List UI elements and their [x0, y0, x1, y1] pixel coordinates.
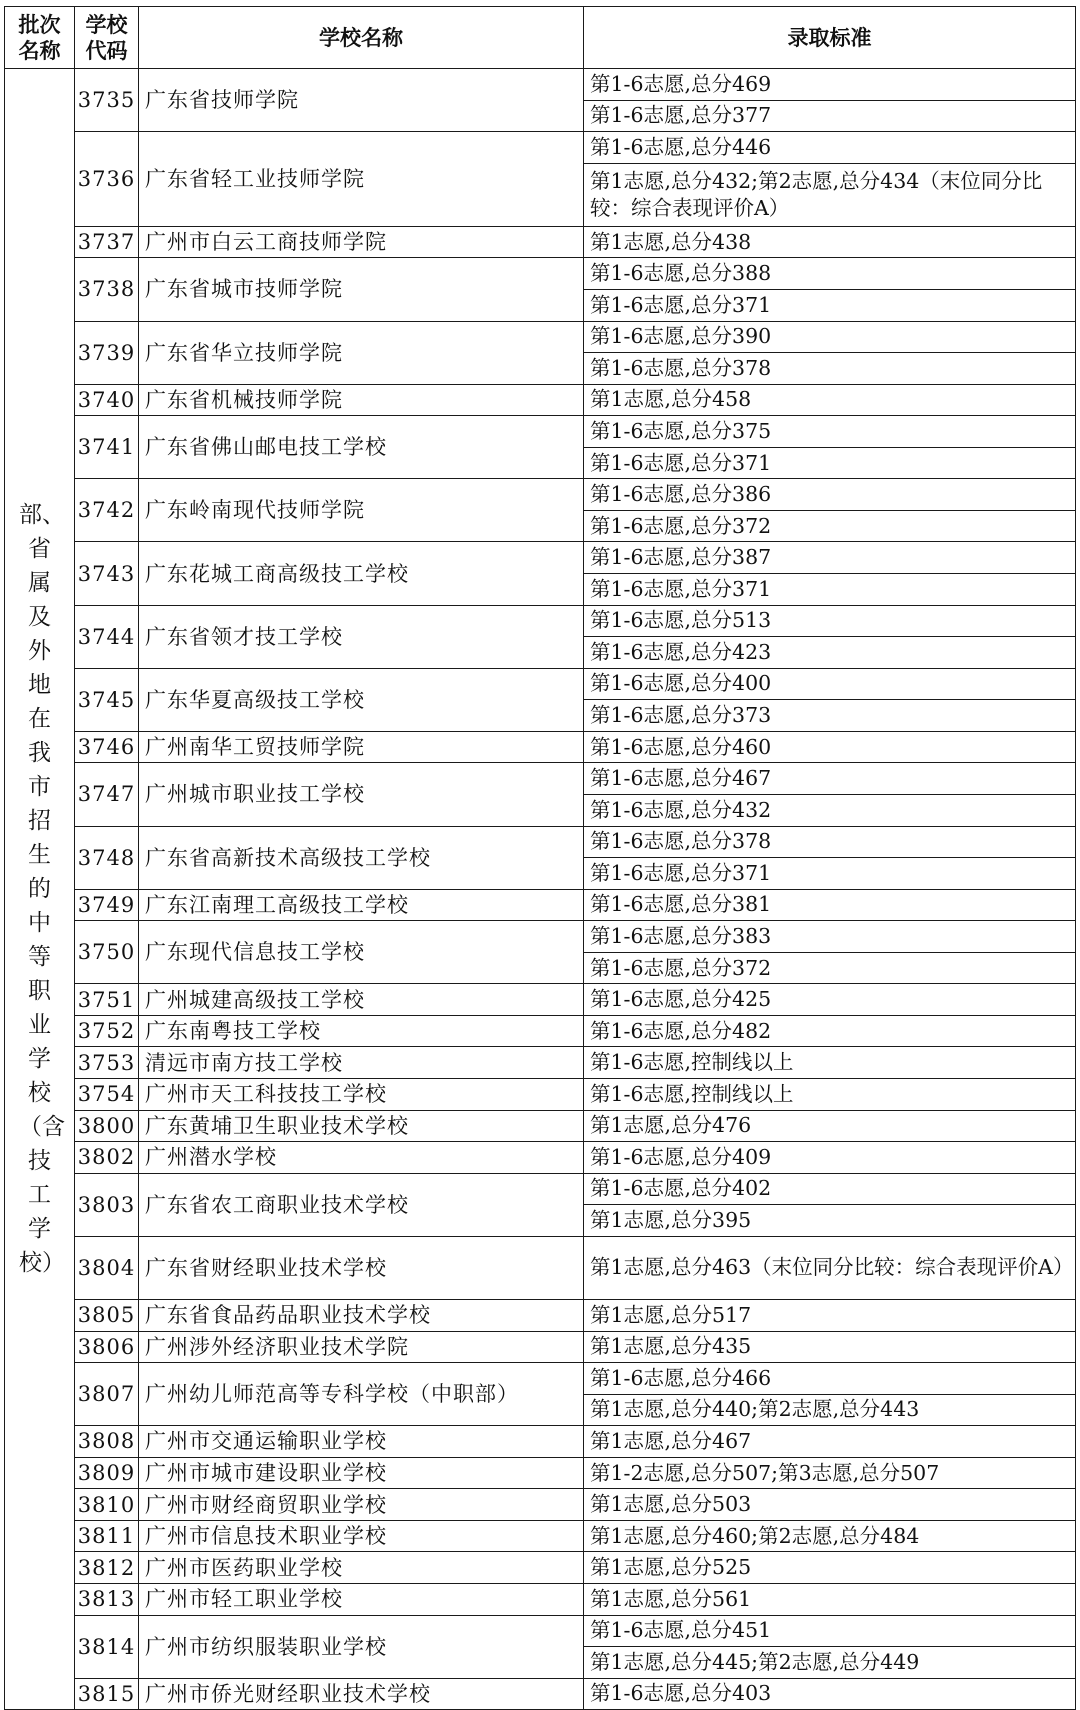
school-code-cell: 3809 — [75, 1457, 139, 1489]
table-row — [5, 384, 1076, 416]
table-row — [5, 605, 1076, 637]
school-code-cell: 3737 — [75, 226, 139, 258]
admission-standard-cell: 第1志愿,总分467 — [584, 1426, 1076, 1458]
admission-standard-cell: 第1志愿,总分435 — [584, 1331, 1076, 1363]
admission-standard-cell: 第1-6志愿,总分371 — [584, 289, 1076, 321]
school-name-cell: 广州南华工贸技师学院 — [139, 731, 584, 763]
school-code-cell: 3810 — [75, 1489, 139, 1521]
table-row — [5, 763, 1076, 795]
admission-standard-cell: 第1-6志愿,总分377 — [584, 100, 1076, 132]
admission-standard-cell: 第1志愿,总分438 — [584, 226, 1076, 258]
school-name-cell: 广东省轻工业技师学院 — [139, 132, 584, 227]
school-name-cell: 清远市南方技工学校 — [139, 1047, 584, 1079]
header-school-code: 学校代码 — [75, 7, 139, 69]
admission-standard-cell: 第1志愿,总分503 — [584, 1489, 1076, 1521]
admission-standard-cell: 第1-6志愿,总分513 — [584, 605, 1076, 637]
table-row — [5, 1110, 1076, 1142]
admission-standard-cell: 第1-6志愿,总分467 — [584, 763, 1076, 795]
school-code-cell: 3808 — [75, 1426, 139, 1458]
school-code-cell: 3735 — [75, 69, 139, 132]
admission-standard-cell: 第1-6志愿,总分425 — [584, 984, 1076, 1016]
school-code-cell: 3806 — [75, 1331, 139, 1363]
table-row — [5, 1015, 1076, 1047]
table-row — [5, 1331, 1076, 1363]
header-batch-name: 批次名称 — [5, 7, 75, 69]
header-school-name: 学校名称 — [139, 7, 584, 69]
school-name-cell: 广州幼儿师范高等专科学校（中职部） — [139, 1363, 584, 1426]
admission-standard-cell: 第1-6志愿,总分400 — [584, 668, 1076, 700]
admission-standard-cell: 第1-6志愿,总分390 — [584, 321, 1076, 353]
table-row — [5, 984, 1076, 1016]
admission-standard-cell: 第1-6志愿,总分446 — [584, 132, 1076, 164]
admission-standard-cell: 第1志愿,总分395 — [584, 1205, 1076, 1237]
school-name-cell: 广州市医药职业学校 — [139, 1552, 584, 1584]
table-row — [5, 416, 1076, 448]
school-name-cell: 广东省技师学院 — [139, 69, 584, 132]
school-name-cell: 广州市侨光财经职业技术学校 — [139, 1678, 584, 1710]
table-row — [5, 1363, 1076, 1395]
school-code-cell: 3802 — [75, 1142, 139, 1174]
school-name-cell: 广东省城市技师学院 — [139, 258, 584, 321]
school-name-cell: 广东省机械技师学院 — [139, 384, 584, 416]
table-row — [5, 479, 1076, 511]
table-row — [5, 1426, 1076, 1458]
table-row — [5, 1047, 1076, 1079]
admission-standard-cell: 第1-6志愿,总分387 — [584, 542, 1076, 574]
school-name-cell: 广东省领才技工学校 — [139, 605, 584, 668]
school-code-cell: 3751 — [75, 984, 139, 1016]
admission-standard-cell: 第1-6志愿,总分378 — [584, 826, 1076, 858]
admission-standard-cell: 第1-6志愿,总分409 — [584, 1142, 1076, 1174]
school-name-cell: 广东现代信息技工学校 — [139, 921, 584, 984]
admission-standard-cell: 第1-6志愿,总分432 — [584, 794, 1076, 826]
admission-standard-cell: 第1志愿,总分517 — [584, 1299, 1076, 1331]
school-name-cell: 广州市天工科技技工学校 — [139, 1079, 584, 1111]
school-name-cell: 广东黄埔卫生职业技术学校 — [139, 1110, 584, 1142]
admission-standard-cell: 第1-6志愿,总分371 — [584, 858, 1076, 890]
school-name-cell: 广州市交通运输职业学校 — [139, 1426, 584, 1458]
school-code-cell: 3740 — [75, 384, 139, 416]
admission-standards-document — [4, 6, 1075, 1710]
admission-standard-cell: 第1志愿,总分432;第2志愿,总分434（末位同分比较：综合表现评价A） — [584, 163, 1076, 226]
table-row — [5, 1678, 1076, 1710]
table-row — [5, 1079, 1076, 1111]
school-code-cell: 3815 — [75, 1678, 139, 1710]
school-code-cell: 3747 — [75, 763, 139, 826]
school-name-cell: 广东省农工商职业技术学校 — [139, 1173, 584, 1236]
school-name-cell: 广州市财经商贸职业学校 — [139, 1489, 584, 1521]
school-name-cell: 广州潜水学校 — [139, 1142, 584, 1174]
school-code-cell: 3750 — [75, 921, 139, 984]
school-name-cell: 广东岭南现代技师学院 — [139, 479, 584, 542]
admission-standard-cell: 第1-6志愿,总分371 — [584, 574, 1076, 606]
school-name-cell: 广州城建高级技工学校 — [139, 984, 584, 1016]
table-row — [5, 226, 1076, 258]
school-code-cell: 3812 — [75, 1552, 139, 1584]
admission-standard-cell: 第1-6志愿,总分372 — [584, 510, 1076, 542]
admission-standard-cell: 第1-6志愿,总分460 — [584, 731, 1076, 763]
school-code-cell: 3738 — [75, 258, 139, 321]
admission-table — [4, 6, 1076, 1710]
table-row — [5, 542, 1076, 574]
admission-standard-cell: 第1志愿,总分561 — [584, 1584, 1076, 1616]
table-row — [5, 1520, 1076, 1552]
admission-standard-cell: 第1-6志愿,总分402 — [584, 1173, 1076, 1205]
table-row — [5, 731, 1076, 763]
school-code-cell: 3807 — [75, 1363, 139, 1426]
admission-standard-cell: 第1-6志愿,总分482 — [584, 1015, 1076, 1047]
school-name-cell: 广东省高新技术高级技工学校 — [139, 826, 584, 889]
admission-standard-cell: 第1-6志愿,总分371 — [584, 447, 1076, 479]
school-code-cell: 3749 — [75, 889, 139, 921]
admission-standard-cell: 第1-6志愿,总分373 — [584, 700, 1076, 732]
school-code-cell: 3754 — [75, 1079, 139, 1111]
admission-standard-cell: 第1-6志愿,控制线以上 — [584, 1079, 1076, 1111]
school-code-cell: 3813 — [75, 1584, 139, 1616]
school-name-cell: 广州市城市建设职业学校 — [139, 1457, 584, 1489]
admission-standard-cell: 第1志愿,总分460;第2志愿,总分484 — [584, 1520, 1076, 1552]
school-code-cell: 3739 — [75, 321, 139, 384]
table-row — [5, 258, 1076, 290]
school-name-cell: 广州市白云工商技师学院 — [139, 226, 584, 258]
table-row — [5, 1173, 1076, 1205]
table-row — [5, 321, 1076, 353]
school-name-cell: 广东省食品药品职业技术学校 — [139, 1299, 584, 1331]
school-code-cell: 3814 — [75, 1615, 139, 1678]
table-row — [5, 1615, 1076, 1647]
school-name-cell: 广东省华立技师学院 — [139, 321, 584, 384]
school-code-cell: 3804 — [75, 1236, 139, 1299]
admission-standard-cell: 第1志愿,总分458 — [584, 384, 1076, 416]
table-row — [5, 1142, 1076, 1174]
header-admission-standard: 录取标准 — [584, 7, 1076, 69]
school-name-cell: 广东省佛山邮电技工学校 — [139, 416, 584, 479]
admission-standard-cell: 第1志愿,总分476 — [584, 1110, 1076, 1142]
school-code-cell: 3741 — [75, 416, 139, 479]
school-code-cell: 3746 — [75, 731, 139, 763]
admission-standard-cell: 第1-6志愿,总分423 — [584, 637, 1076, 669]
school-name-cell: 广州市轻工职业学校 — [139, 1584, 584, 1616]
table-header-row — [5, 7, 1076, 69]
school-code-cell: 3744 — [75, 605, 139, 668]
table-row — [5, 921, 1076, 953]
table-row — [5, 1584, 1076, 1616]
admission-standard-cell: 第1-6志愿,总分403 — [584, 1678, 1076, 1710]
table-row — [5, 132, 1076, 164]
admission-standard-cell: 第1志愿,总分445;第2志愿,总分449 — [584, 1647, 1076, 1679]
admission-standard-cell: 第1志愿,总分463（末位同分比较：综合表现评价A） — [584, 1236, 1076, 1299]
table-row — [5, 1299, 1076, 1331]
school-code-cell: 3800 — [75, 1110, 139, 1142]
school-code-cell: 3742 — [75, 479, 139, 542]
admission-standard-cell: 第1-6志愿,控制线以上 — [584, 1047, 1076, 1079]
table-row — [5, 826, 1076, 858]
admission-standard-cell: 第1-6志愿,总分466 — [584, 1363, 1076, 1395]
table-row — [5, 1236, 1076, 1268]
school-name-cell: 广东花城工商高级技工学校 — [139, 542, 584, 605]
school-name-cell: 广州城市职业技工学校 — [139, 763, 584, 826]
admission-standard-cell: 第1志愿,总分440;第2志愿,总分443 — [584, 1394, 1076, 1426]
batch-name-cell: 部、省属及外地在我市招生的中等职业学校（含技工学校） — [5, 69, 75, 1710]
admission-standard-cell: 第1-6志愿,总分388 — [584, 258, 1076, 290]
school-name-cell: 广东华夏高级技工学校 — [139, 668, 584, 731]
table-row — [5, 69, 1076, 101]
school-code-cell: 3811 — [75, 1520, 139, 1552]
admission-standard-cell: 第1-6志愿,总分378 — [584, 353, 1076, 385]
school-code-cell: 3748 — [75, 826, 139, 889]
admission-standard-cell: 第1-6志愿,总分375 — [584, 416, 1076, 448]
admission-standard-cell: 第1-6志愿,总分381 — [584, 889, 1076, 921]
table-row — [5, 1457, 1076, 1489]
admission-standard-cell: 第1-6志愿,总分383 — [584, 921, 1076, 953]
admission-standard-cell: 第1-6志愿,总分451 — [584, 1615, 1076, 1647]
school-code-cell: 3752 — [75, 1015, 139, 1047]
school-code-cell: 3805 — [75, 1299, 139, 1331]
admission-standard-cell: 第1志愿,总分525 — [584, 1552, 1076, 1584]
school-name-cell: 广东南粤技工学校 — [139, 1015, 584, 1047]
admission-standard-cell: 第1-2志愿,总分507;第3志愿,总分507 — [584, 1457, 1076, 1489]
school-name-cell: 广东省财经职业技术学校 — [139, 1236, 584, 1299]
table-row — [5, 889, 1076, 921]
table-row — [5, 1489, 1076, 1521]
table-row — [5, 1552, 1076, 1584]
school-name-cell: 广东江南理工高级技工学校 — [139, 889, 584, 921]
school-code-cell: 3745 — [75, 668, 139, 731]
admission-standard-cell: 第1-6志愿,总分386 — [584, 479, 1076, 511]
school-code-cell: 3743 — [75, 542, 139, 605]
admission-standard-cell: 第1-6志愿,总分372 — [584, 952, 1076, 984]
school-name-cell: 广州涉外经济职业技术学院 — [139, 1331, 584, 1363]
school-name-cell: 广州市信息技术职业学校 — [139, 1520, 584, 1552]
school-code-cell: 3803 — [75, 1173, 139, 1236]
school-name-cell: 广州市纺织服装职业学校 — [139, 1615, 584, 1678]
school-code-cell: 3736 — [75, 132, 139, 227]
table-body — [5, 69, 1076, 1710]
school-code-cell: 3753 — [75, 1047, 139, 1079]
admission-standard-cell: 第1-6志愿,总分469 — [584, 69, 1076, 101]
table-row — [5, 668, 1076, 700]
